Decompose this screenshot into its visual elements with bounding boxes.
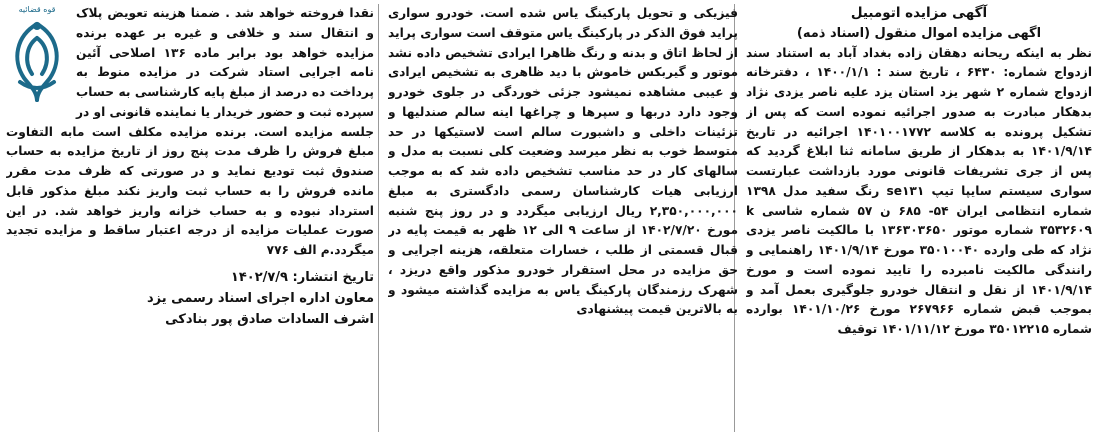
notice-column-1 bbox=[746, 4, 1092, 434]
publish-date: تاریخ انتشار: ۱۴۰۲/۷/۹ bbox=[230, 269, 374, 285]
scales-emblem-icon bbox=[6, 16, 68, 108]
signer-title: معاون اداره اجرای اسناد رسمی یزد bbox=[147, 290, 374, 306]
notice-column-2 bbox=[388, 4, 738, 434]
notice-column-3-body: نقدا فروخته خواهد شد . ضمنا هزینه تعویض پلاک و انتقال سند و خلافی و غیره بر عهده برنده مزایده خواهد بود برابر ماده ۱۳۶ اصلاحی آئین نامه اجرایی استاد شرکت در مزایده منوط به پرداخت ده درصد از مبلغ پایه کارشناسی به حساب سپرده ثبت و حضور خریدار یا نماینده قانونی او در جلسه مزایده است. برنده مزایده مکلف است مابه التفاوت مبلغ فروش را ظرف مدت پنج روز از تاریخ مزایده به حساب صندوق ثبت تودیع نماید و در صورتی که ظرف مدت مقرر مانده فروش را به حساب ثبت واریز نکند مبلغ مذکور قابل استرداد نبوده و به حساب خزانه واریز خواهد شد. در این صورت عملیات مزایده از درجه اعتبار ساقط و مزایده تجدید میگردد.م الف ۷۷۶ bbox=[6, 6, 374, 257]
signer-name: اشرف السادات صادق پور بنادکی bbox=[165, 311, 374, 327]
notice-subtitle: اگهی مزایده اموال منقول (اسناد ذمه) bbox=[796, 25, 1042, 41]
notice-title: آگهی مزایده اتومبیل bbox=[850, 5, 988, 21]
notice-column-1-body: نظر به اینکه ریحانه دهقان زاده بغداد آباد به استناد سند ازدواج شماره: ۶۴۳۰ ، تاریخ سند : ۱۴۰۰/۱/۱ ، دفترخانه ازدواج شماره ۲ شهر یزد استان یزد علیه ناصر یزدی نژاد بدهکار مبادرت به صدور اجرائیه نموده است که پس از تشکیل پرونده به کلاسه ۱۴۰۱۰۰۱۷۷۲ اجرائیه در تاریخ ۱۴۰۱/۹/۱۴ به بدهکار از طریق سامانه ثنا ابلاغ گردید که پس از جری تشریفات قانونی مورد بازداشت عبارتست سواری سیستم سایپا تیپ se۱۳۱ رنگ سفید مدل ۱۳۹۸ شماره انتظامی ایران ۵۴- ۶۸۵ ن ۵۷ شماره شاسی k ۳۵۳۲۶۰۹ شماره موتور ۱۳۶۳۰۳۶۵۰ با مالکیت ناصر یزدی نژاد که طی وارده ۳۵۰۱۰۰۴۰ مورخ ۱۴۰۱/۹/۱۴ راهنمایی و رانندگی مالکیت نامبرده را تایید نموده است و مورخ ۱۴۰۱/۹/۱۴ از نقل و انتقال خودرو جلوگیری بعمل آمد و بموجب قبض شماره ۲۶۷۹۶۶ مورخ ۱۴۰۱/۱۰/۲۶ بوارده شماره ۳۵۰۱۲۲۱۵ مورخ ۱۴۰۱/۱۱/۱۲ توقیف bbox=[746, 45, 1092, 336]
logo-caption: قوه قضائیه bbox=[18, 5, 56, 14]
judiciary-logo bbox=[4, 4, 70, 112]
notice-column-2-body: فیزیکی و تحویل پارکینگ یاس شده است. خودرو سواری پراید فوق الذکر در پارکینگ یاس متوقف است سواری پراید از لحاظ اتاق و بدنه و رنگ ظاهرا ایرادی تشخیص داده نشد موتور و گیربکس خاموش با دید ظاهری به تشخیص ایرادی و عیبی مشاهده نمیشود جزئی خوردگی در جلوی خودرو وجود دارد دربها و سپرها و چراغها اینه سالم صندلیها و تزئینات داخلی و داشبورت سالم است لاستیکها در حد متوسط خوب به نظر میرسد وضعیت کلی نسبت به مدل و سالهای کار در حد مناسب تشخیص داده شد که به موجب ارزیابی هیات کارشناسان رسمی دادگستری به مبلغ ۲,۳۵۰,۰۰۰,۰۰۰ ریال ارزیابی میگردد و در روز پنج شنبه مورخ ۱۴۰۲/۷/۲۰ از ساعت ۹ الی ۱۲ ظهر به قیمت پایه در قبال قسمتی از طلب ، خسارات متعلقه، هزینه اجرایی و حق مزایده در محل استقرار خودرو مذکور واقع دریزد ، شهرک رزمندگان پارکینگ یاس به مزایده گذاشته میشود و به بالاترین قیمت پیشنهادی bbox=[388, 6, 738, 317]
